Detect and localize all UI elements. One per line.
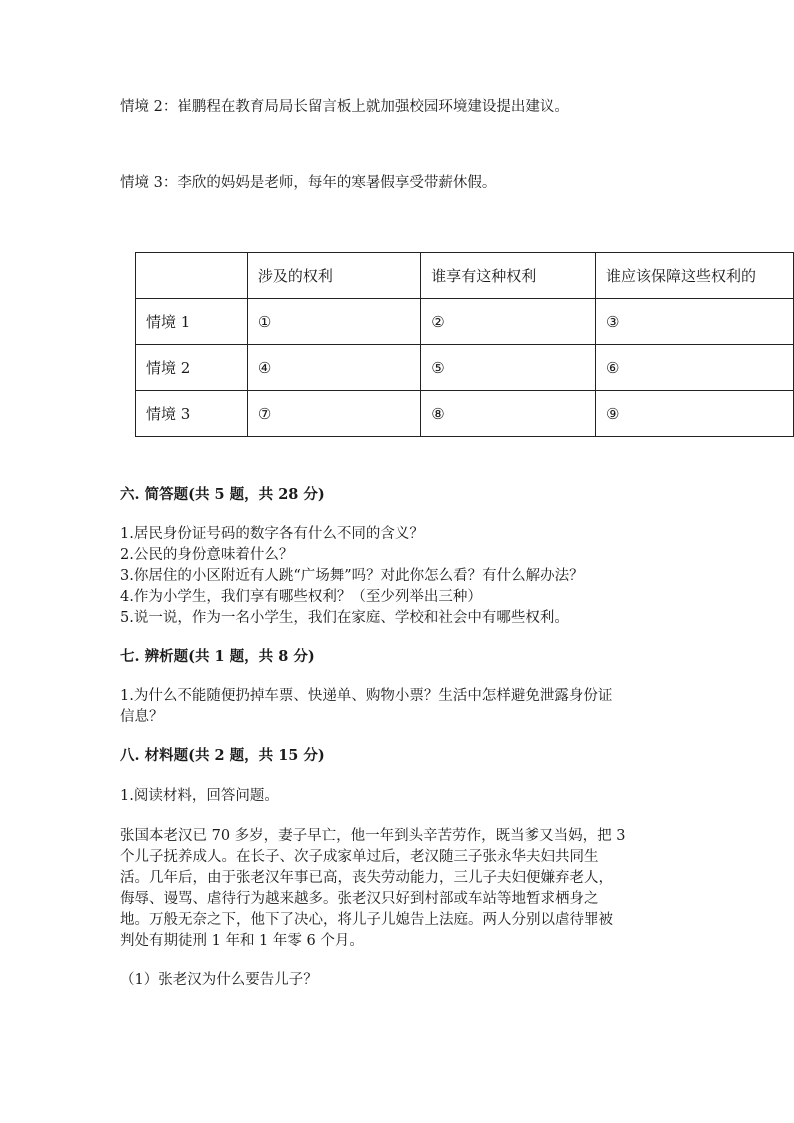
question-item: 4.作为小学生，我们享有哪些权利？（至少列举出三种） [120, 589, 482, 605]
table-cell: ⑥ [595, 345, 793, 391]
table-cell: ⑨ [595, 391, 793, 437]
table-cell: 情境 3 [136, 391, 248, 437]
section-6-heading: 六. 简答题(共 5 题，共 28 分) [120, 486, 325, 503]
material-line: 地。万般无奈之下，他下了决心，将儿子儿媳告上法庭。两人分别以虐待罪被 [120, 912, 613, 928]
question-item: 1.居民身份证号码的数字各有什么不同的含义？ [120, 526, 424, 542]
question-item: 5.说一说，作为一名小学生，我们在家庭、学校和社会中有哪些权利。 [120, 610, 569, 626]
table-cell: ① [247, 299, 420, 345]
table-cell: ⑤ [421, 345, 596, 391]
table-row [136, 391, 794, 437]
material-intro: 1.阅读材料，回答问题。 [120, 788, 279, 804]
section-7-heading: 七. 辨析题(共 1 题，共 8 分) [120, 648, 315, 665]
table-cell: 情境 1 [136, 299, 248, 345]
question-line: 1.为什么不能随便扔掉车票、快递单、购物小票？生活中怎样避免泄露身份证 [120, 688, 613, 704]
section-8-heading: 八. 材料题(共 2 题，共 15 分) [120, 747, 325, 764]
question-item: 3.你居住的小区附近有人跳“广场舞”吗？对此你怎么看？有什么解办法？ [120, 568, 584, 584]
table-row [136, 299, 794, 345]
table-header-cell [136, 253, 248, 299]
table-row [136, 345, 794, 391]
table-cell: ④ [247, 345, 420, 391]
table-header-row [136, 253, 794, 299]
material-line: 活。几年后，由于张老汉年事已高，丧失劳动能力，三儿子夫妇便嫌弃老人， [120, 870, 613, 886]
material-question-1: （1）张老汉为什么要告儿子？ [120, 972, 318, 988]
table-cell: ⑦ [247, 391, 420, 437]
table-header-cell: 谁享有这种权利 [421, 253, 596, 299]
material-line: 判处有期徒刑 1 年和 1 年零 6 个月。 [120, 933, 364, 949]
scenario-3: 情境 3：李欣的妈妈是老师，每年的寒暑假享受带薪休假。 [120, 175, 497, 191]
material-line: 个儿子抚养成人。在长子、次子成家单过后，老汉随三子张永华夫妇共同生 [120, 849, 599, 865]
table-cell: 情境 2 [136, 345, 248, 391]
question-item: 2.公民的身份意味着什么？ [120, 547, 294, 563]
table-header-cell: 涉及的权利 [247, 253, 420, 299]
question-line: 信息？ [120, 709, 164, 725]
rights-table [135, 252, 794, 437]
table-cell: ③ [595, 299, 793, 345]
scenario-2: 情境 2：崔鹏程在教育局局长留言板上就加强校园环境建设提出建议。 [120, 99, 569, 115]
table-cell: ② [421, 299, 596, 345]
table-header-cell: 谁应该保障这些权利的 [595, 253, 793, 299]
material-line: 张国本老汉已 70 多岁，妻子早亡，他一年到头辛苦劳作，既当爹又当妈，把 3 [120, 828, 626, 844]
material-line: 侮辱、谩骂、虐待行为越来越多。张老汉只好到村部或车站等地暂求栖身之 [120, 891, 599, 907]
table-cell: ⑧ [421, 391, 596, 437]
